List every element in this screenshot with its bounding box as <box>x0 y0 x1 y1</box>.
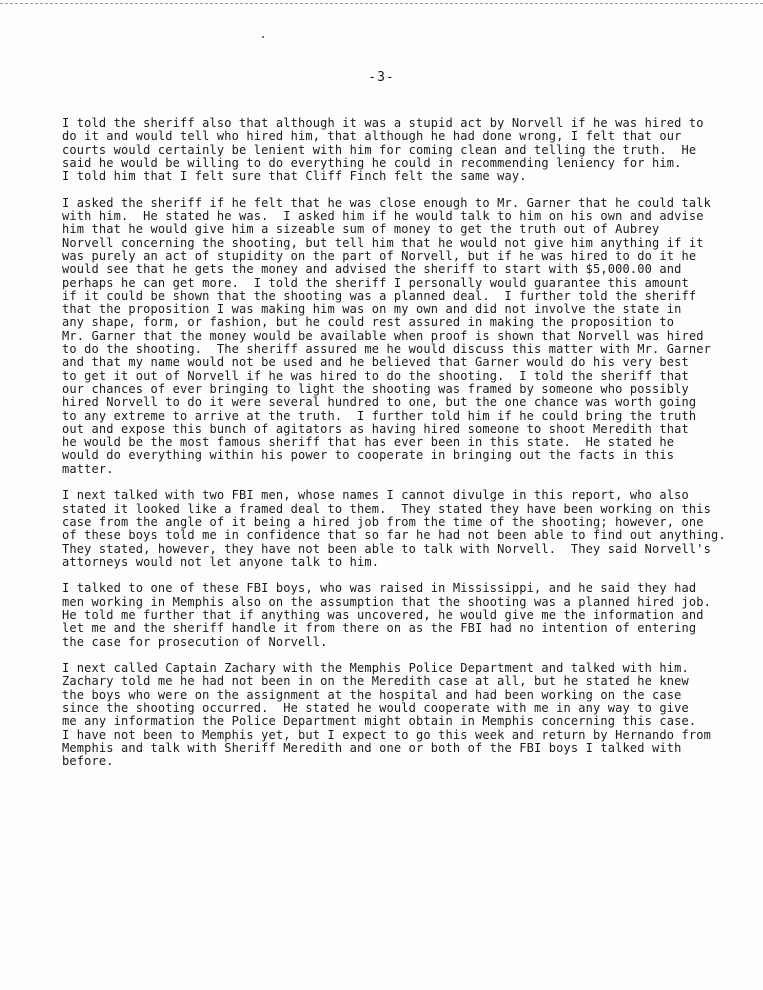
paragraph-garner-proposition: I asked the sheriff if he felt that he was close enough to Mr. Garner that he could talk with him. He stated he was. I asked him if he would talk to him on his own and advise him that he would give him a sizeable sum of money to get the truth out of Aubrey Norvell concerning the shooting, but tell him that he would not give him anything if it was purely an act of stupidity on the part of Norvell, but if he was hired to do it he would see that he gets the money and advised the sheriff to start with $5,000.00 and perhaps he can get more. I told the sheriff I personally would guarantee this amount if it could be shown that the shooting was a planned deal. I further told the sheriff that the proposition I was making him was on my own and did not involve the state in any shape, form, or fashion, but he could rest assured in making the proposition to Mr. Garner that the money would be available when proof is shown that Norvell was hired to do the shooting. The sheriff assured me he would discuss this matter with Mr. Garner and that my name would not be used and he believed that Garner would do his very best to get it out of Norvell if he was hired to do the shooting. I told the sheriff that our chances of ever bringing to light the shooting was framed by someone who possibly hired Norvell to do it were several hundred to one, but the one chance was worth going to any extreme to arrive at the truth. I further told him if he could bring the truth out and expose this bunch of agitators as having hired someone to shoot Meredith that he would be the most famous sheriff that has ever been in this state. He stated he would do everything within his power to cooperate in bringing out the facts in this matter. <box>62 195 711 476</box>
paragraph-fbi-men: I next talked with two FBI men, whose names I cannot divulge in this report, who also stated it looked like a framed deal to them. They stated they have been working on this case from the angle of it being a hired job from the time of the shooting; however, one of these boys told me in confidence that so far he had not been able to find out anything. They stated, however, they have not been able to talk with Norvell. They said Norvell's attorneys would not let anyone talk to him. <box>62 488 726 569</box>
scan-speck <box>262 36 264 38</box>
paragraph-captain-zachary: I next called Captain Zachary with the Memphis Police Department and talked with him. Zachary told me he had not been in on the Meredith case at all, but he stated he knew the boys who were on the assignment at the hospital and had been working on the case since the shooting occurred. He stated he would cooperate with me in any way to give me any information the Police Department might obtain in Memphis concerning this case. I have not been to Memphis yet, but I expect to go this week and return by Hernando from Memphis and talk with Sheriff Meredith and one or both of the FBI boys I talked with before. <box>62 661 711 769</box>
document-body <box>62 116 726 782</box>
page-top-edge <box>0 3 763 4</box>
paragraph-fbi-memphis: I talked to one of these FBI boys, who was raised in Mississippi, and he said they had men working in Memphis also on the assumption that the shooting was a planned hired job. He told me further that if anything was uncovered, he would give me the information and let me and the sheriff handle it from there on as the FBI had no intention of entering the case for prosecution of Norvell. <box>62 581 711 649</box>
paragraph-sheriff-leniency: I told the sheriff also that although it was a stupid act by Norvell if he was hired to do it and would tell who hired him, that although he had done wrong, I felt that our courts would certainly be lenient with him for coming clean and telling the truth. He said he would be willing to do everything he could in recommending leniency for him. I told him that I felt sure that Cliff Finch felt the same way. <box>62 116 704 184</box>
page-number: -3- <box>368 70 395 85</box>
